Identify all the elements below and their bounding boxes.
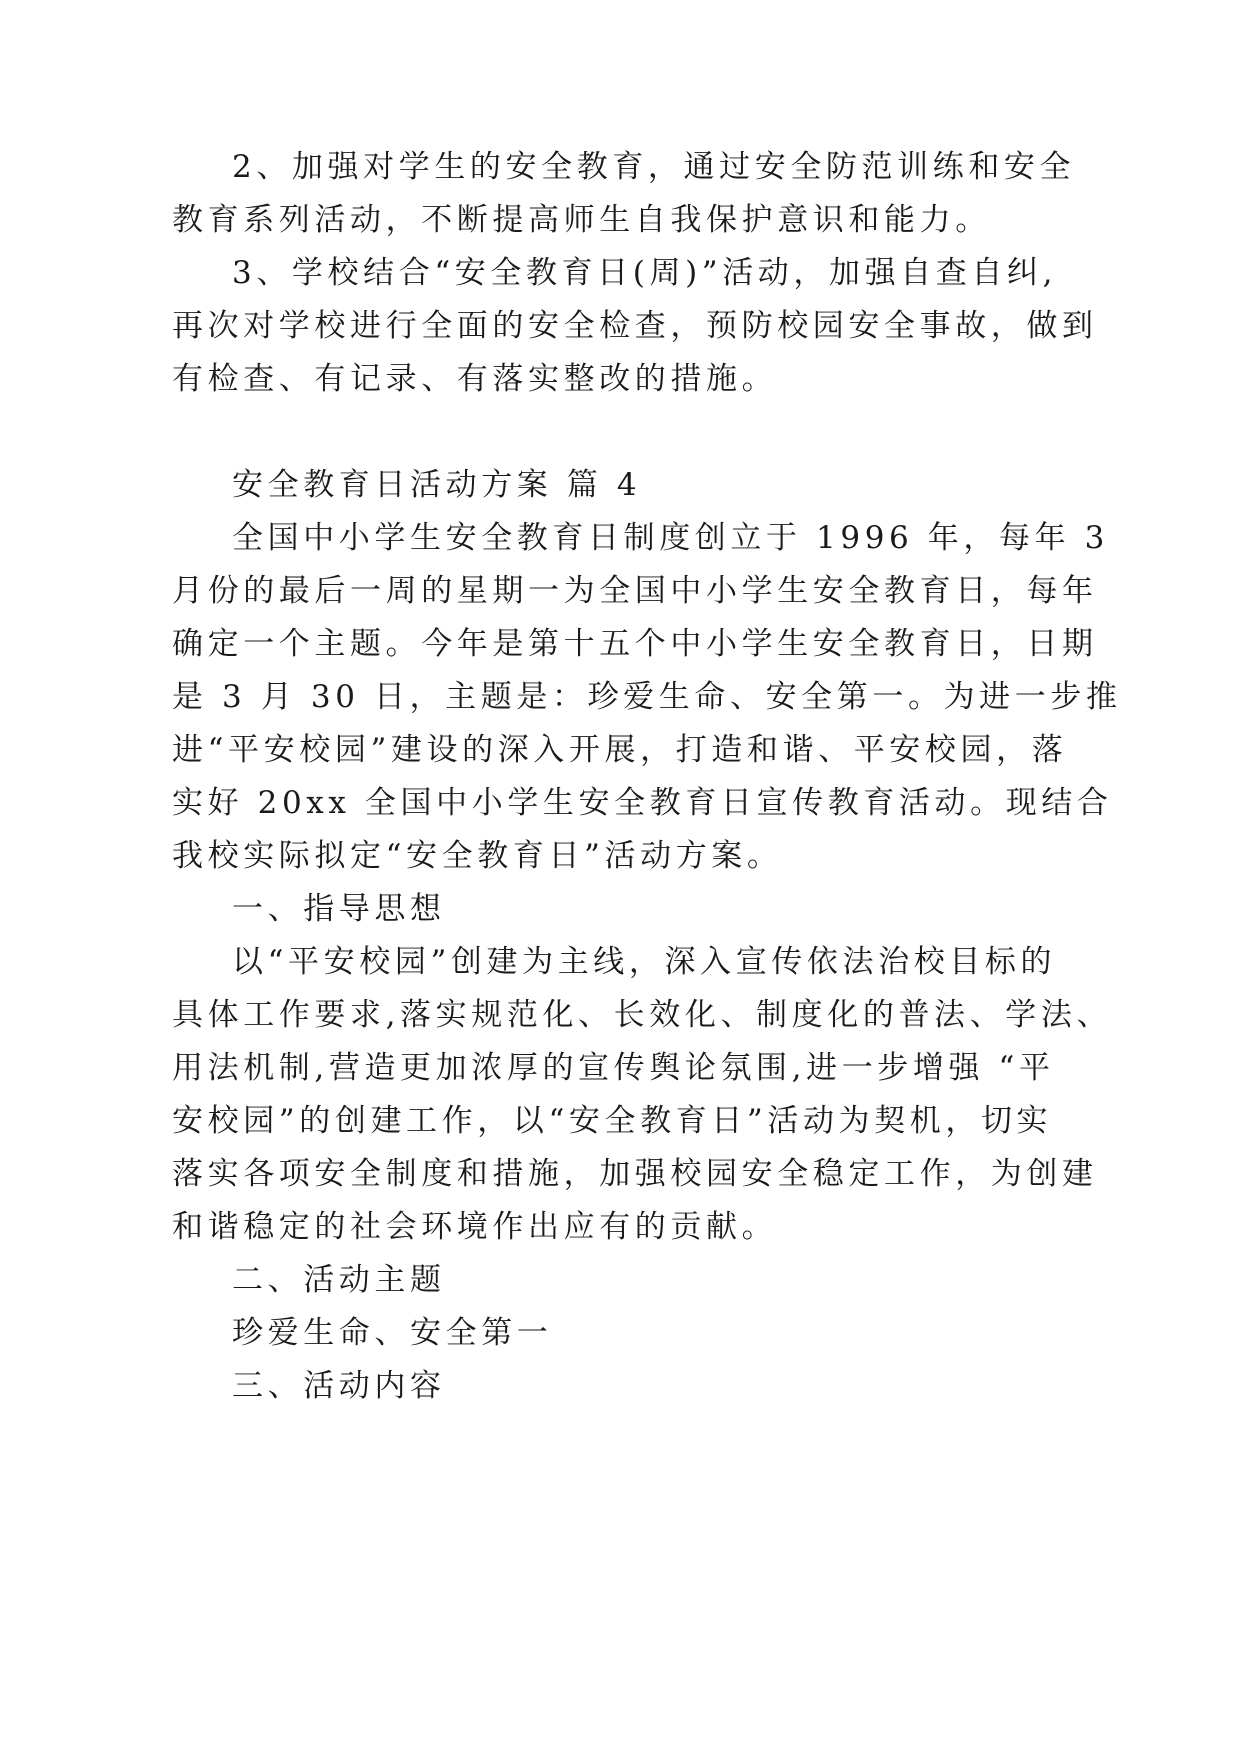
paragraph-2-line-2: 教育系列活动，不断提高师生自我保护意识和能力。 — [172, 202, 991, 238]
guiding-line-6: 和谐稳定的社会环境作出应有的贡献。 — [172, 1209, 778, 1245]
heading-guiding-ideology: 一、指导思想 — [232, 891, 446, 927]
guiding-line-4: 安校园”的创建工作，以“安全教育日”活动为契机，切实 — [172, 1103, 1053, 1139]
heading-activity-theme: 二、活动主题 — [232, 1262, 446, 1298]
guiding-line-2: 具体工作要求,落实规范化、长效化、制度化的普法、学法、 — [172, 997, 1113, 1033]
paragraph-3-line-3: 有检查、有记录、有落实整改的措施。 — [172, 361, 778, 397]
intro-line-2: 月份的最后一周的星期一为全国中小学生安全教育日，每年 — [172, 573, 1098, 609]
intro-line-3: 确定一个主题。今年是第十五个中小学生安全教育日，日期 — [172, 626, 1098, 662]
guiding-line-3: 用法机制,营造更加浓厚的宣传舆论氛围,进一步增强 “平 — [172, 1050, 1055, 1086]
intro-line-1: 全国中小学生安全教育日制度创立于 1996 年，每年 3 — [232, 520, 1109, 556]
paragraph-2-line-1: 2、加强对学生的安全教育，通过安全防范训练和安全 — [232, 149, 1076, 185]
paragraph-3-line-2: 再次对学校进行全面的安全检查，预防校园安全事故，做到 — [172, 308, 1098, 344]
intro-line-7: 我校实际拟定“安全教育日”活动方案。 — [172, 838, 783, 874]
heading-activity-content: 三、活动内容 — [232, 1368, 446, 1404]
guiding-line-1: 以“平安校园”创建为主线，深入宣传依法治校目标的 — [232, 944, 1057, 980]
paragraph-3-line-1: 3、学校结合“安全教育日(周)”活动，加强自查自纠, — [232, 255, 1058, 291]
intro-line-5: 进“平安校园”建设的深入开展，打造和谐、平安校园，落 — [172, 732, 1068, 768]
section-heading: 安全教育日活动方案 篇 4 — [232, 467, 642, 503]
intro-line-4: 是 3 月 30 日，主题是：珍爱生命、安全第一。为进一步推 — [172, 679, 1122, 715]
intro-line-6: 实好 20xx 全国中小学生安全教育日宣传教育活动。现结合 — [172, 785, 1113, 821]
guiding-line-5: 落实各项安全制度和措施，加强校园安全稳定工作，为创建 — [172, 1156, 1098, 1192]
activity-theme-text: 珍爱生命、安全第一 — [232, 1315, 553, 1351]
